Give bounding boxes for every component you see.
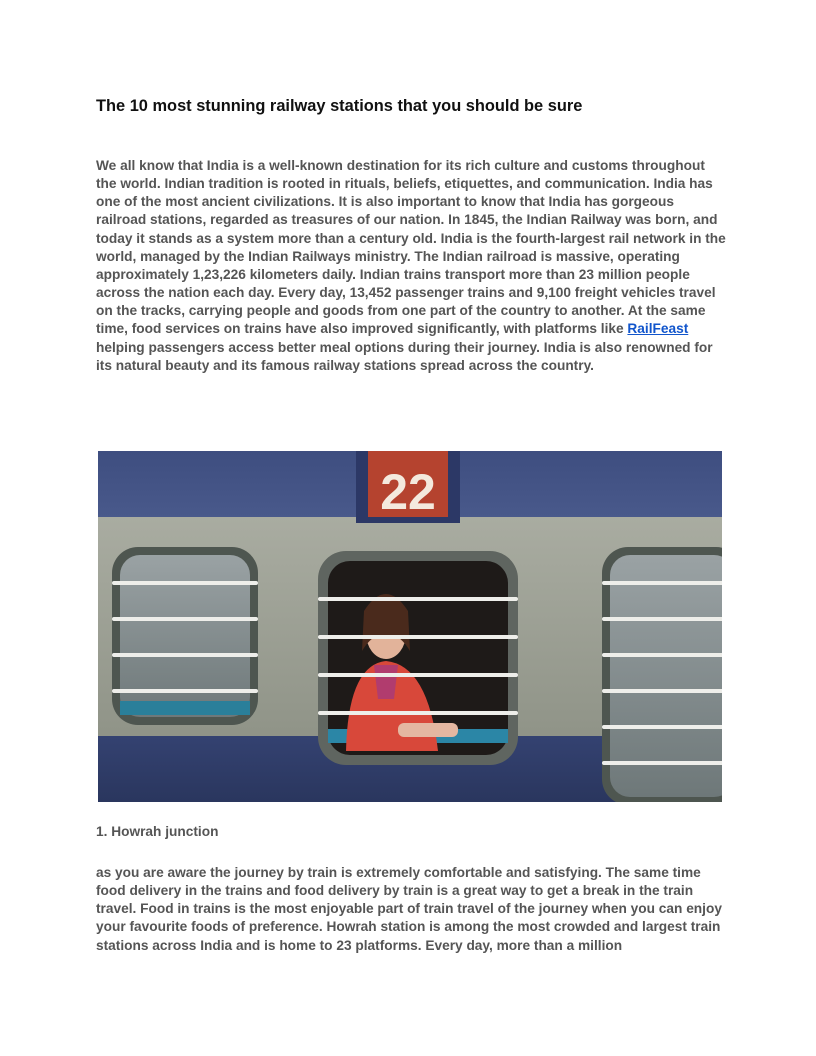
article-title: The 10 most stunning railway stations that you should be sure	[96, 97, 583, 115]
intro-paragraph	[96, 157, 726, 375]
railfeast-link[interactable]: RailFeast	[627, 321, 689, 337]
howrah-paragraph: as you are aware the journey by train is extremely comfortable and satisfying. The same time food delivery in the trains and food delivery by train is a great way to get a break in the train travel. Food in trains is the most enjoyable part of train travel of the journey when you can enjoy your favourite foods of preference. Howrah station is among the most crowded and largest train stations across India and is home to 23 platforms. Every day, more than a million	[96, 865, 722, 953]
coach-number: 22	[380, 464, 436, 520]
train-window-photo	[98, 451, 722, 802]
intro-text-after-link: helping passengers access better meal options during their journey. India is also renowned for its natural beauty and its famous railway stations spread across the country.	[96, 339, 713, 373]
section-heading-howrah: 1. Howrah junction	[96, 824, 219, 839]
intro-text-before-link: We all know that India is a well-known destination for its rich culture and customs throughout the world. Indian tradition is rooted in rituals, beliefs, etiquettes, and communication. India has one of the most ancient civilizations. It is also important to know that India has gorgeous railroad stations, regarded as treasures of our nation. In 1845, the Indian Railway was born, and today it stands as a system more than a century old. India is the fourth-largest rail network in the world, managed by the Indian Railways ministry. The Indian railroad is massive, operating approximately 1,23,226 kilometers daily. Indian trains transport more than 23 million people across the nation each day. Every day, 13,452 passenger trains and 9,100 freight vehicles travel on the tracks, carrying people and goods from one part of the country to another. At the same time, food services on trains have also improved significantly, with platforms like	[96, 158, 726, 337]
